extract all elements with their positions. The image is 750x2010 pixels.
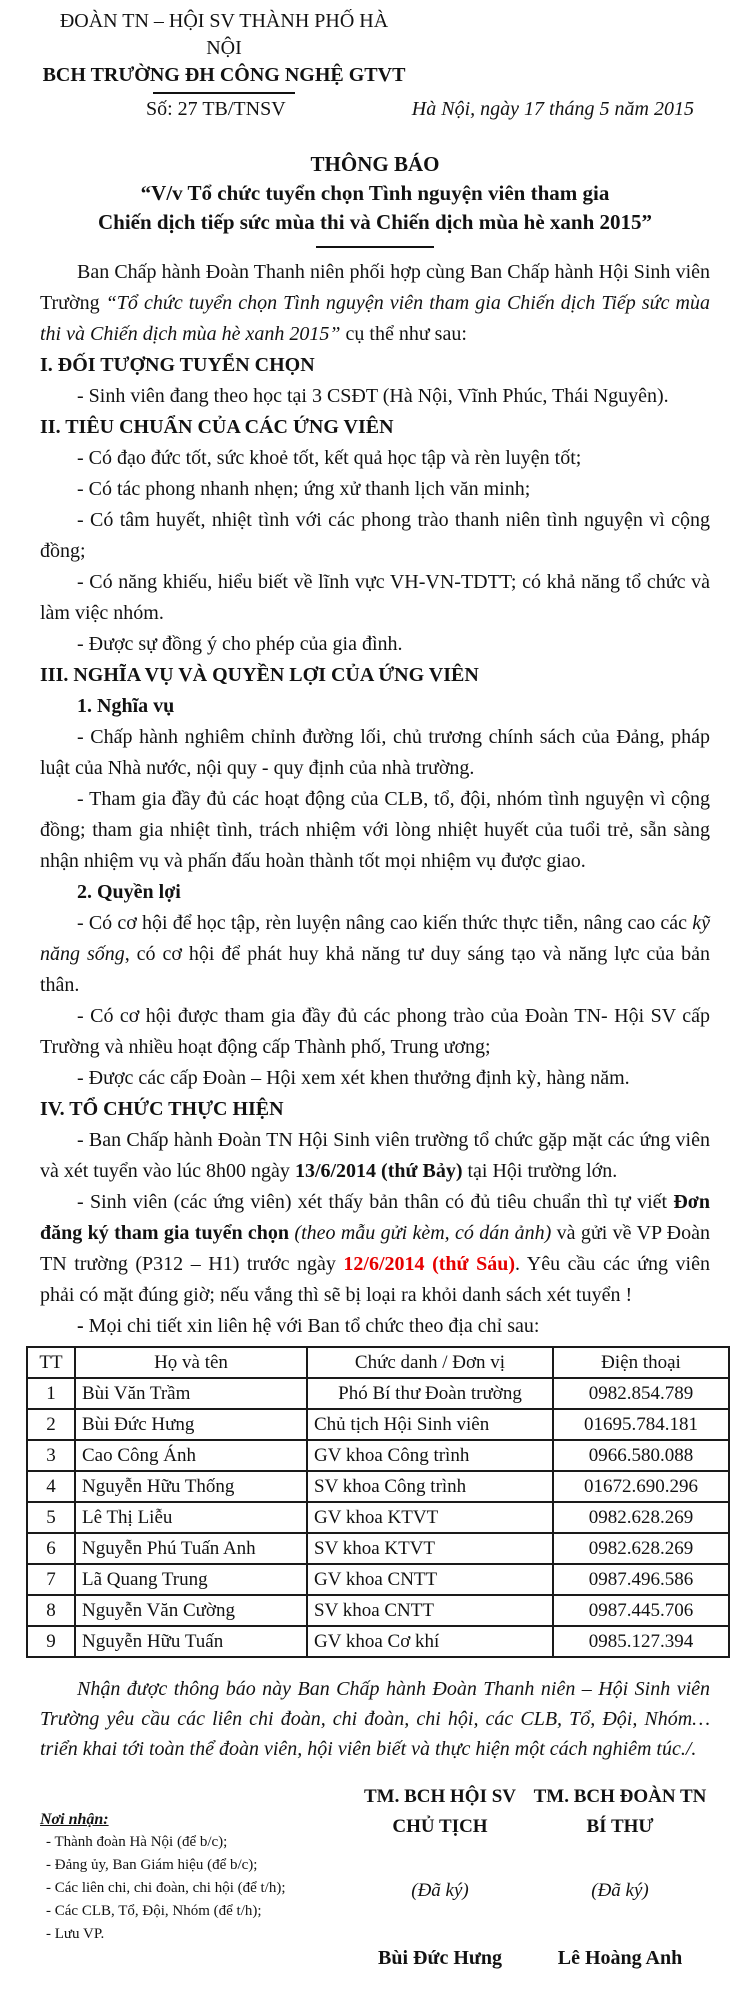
cell-role: GV khoa KTVT: [307, 1502, 553, 1533]
text-segment: , có cơ hội để phát huy khả năng tư duy sáng tạo và năng lực của bản thân.: [40, 943, 710, 996]
cell-stt: 3: [27, 1440, 75, 1471]
list-item: - Có năng khiếu, hiểu biết về lĩnh vực VH-VN-TDTT; có khả năng tổ chức và làm việc nhóm.: [40, 571, 710, 624]
intro-paragraph: [40, 257, 710, 350]
subsection-heading-benefits: 2. Quyền lợi: [77, 881, 181, 903]
list-item: - Có đạo đức tốt, sức khoẻ tốt, kết quả học tập và rèn luyện tốt;: [77, 447, 582, 469]
section-heading-2: II. TIÊU CHUẨN CỦA CÁC ỨNG VIÊN: [40, 416, 394, 438]
table-header-row: [27, 1347, 729, 1378]
cell-name: Lã Quang Trung: [75, 1564, 307, 1595]
cell-stt: 6: [27, 1533, 75, 1564]
list-item: - Sinh viên đang theo học tại 3 CSĐT (Hà Nội, Vĩnh Phúc, Thái Nguyên).: [77, 385, 669, 407]
list-item: - Có tâm huyết, nhiệt tình với các phong trào thanh niên tình nguyện vì cộng đồng;: [40, 509, 710, 562]
cell-stt: 1: [27, 1378, 75, 1409]
document-meta-row: [40, 96, 710, 123]
text-segment: tại Hội trường lớn.: [462, 1160, 618, 1182]
deadline-date: 12/6/2014 (thứ Sáu): [343, 1253, 515, 1275]
list-item: - Có tác phong nhanh nhẹn; ứng xử thanh lịch văn minh;: [77, 478, 531, 500]
document-body: [40, 257, 710, 1974]
signature-org: TM. BCH ĐOÀN TN: [533, 1786, 707, 1807]
doc-subtitle-line1: “V/v Tổ chức tuyển chọn Tình nguyện viên tham gia: [140, 181, 610, 205]
cell-name: Nguyễn Hữu Thống: [75, 1471, 307, 1502]
section-heading-1: I. ĐỐI TƯỢNG TUYỂN CHỌN: [40, 354, 315, 376]
signature-name: Lê Hoàng Anh: [557, 1947, 683, 1969]
list-item: - Được sự đồng ý cho phép của gia đình.: [77, 633, 403, 655]
cell-role: GV khoa Cơ khí: [307, 1626, 553, 1657]
signature-role: BÍ THƯ: [586, 1816, 654, 1837]
table-row: [27, 1440, 729, 1471]
document-header: [40, 8, 710, 123]
list-item: [40, 908, 710, 1001]
signature-name: Bùi Đức Hưng: [377, 1947, 503, 1969]
cell-name: Nguyễn Phú Tuấn Anh: [75, 1533, 307, 1564]
cell-role: Phó Bí thư Đoàn trường: [307, 1378, 553, 1409]
page-title: THÔNG BÁO: [310, 152, 440, 176]
cell-stt: 8: [27, 1595, 75, 1626]
section-heading-3: III. NGHĨA VỤ VÀ QUYỀN LỢI CỦA ỨNG VIÊN: [40, 664, 479, 686]
signature-block-hoi-sv: [350, 1782, 530, 1974]
cell-name: Lê Thị Liễu: [75, 1502, 307, 1533]
list-item: [40, 1311, 710, 1342]
text-segment: - Sinh viên (các ứng viên) xét thấy bản thân có đủ tiêu chuẩn thì tự viết: [77, 1191, 674, 1213]
org-name-parent: ĐOÀN TN – HỘI SV THÀNH PHỐ HÀ NỘI: [59, 10, 389, 59]
text-segment-quoted: “Tổ chức tuyển chọn Tình nguyện viên tham gia Chiến dịch Tiếp sức mùa thi và Chiến dịch mùa hè xanh 2015”: [40, 292, 710, 345]
cell-role: Chủ tịch Hội Sinh viên: [307, 1409, 553, 1440]
subsection-heading-duties: 1. Nghĩa vụ: [77, 695, 175, 717]
section-heading-4: IV. TỔ CHỨC THỰC HIỆN: [40, 1098, 284, 1120]
text-segment: Mọi chi tiết xin liên hệ với Ban tổ chức theo địa chỉ sau:: [88, 1315, 540, 1337]
issuing-org-block: [40, 8, 408, 94]
org-name-school: BCH TRƯỜNG ĐH CÔNG NGHỆ GTVT: [42, 64, 406, 86]
text-segment-italic: kỹ năng sống: [40, 912, 710, 965]
recipient-item: - Lưu VP.: [46, 1926, 105, 1942]
cell-stt: 2: [27, 1409, 75, 1440]
table-row: [27, 1626, 729, 1657]
table-row: [27, 1502, 729, 1533]
cell-phone: 0987.445.706: [553, 1595, 729, 1626]
recipient-item: - Thành đoàn Hà Nội (để b/c);: [46, 1834, 228, 1850]
cell-role: SV khoa CNTT: [307, 1595, 553, 1626]
signature-block-doan-tn: [530, 1782, 710, 1974]
form-name: Đơn đăng ký tham gia tuyển chọn: [40, 1191, 710, 1244]
table-row: [27, 1378, 729, 1409]
recipient-item: - Các liên chi, chi đoàn, chi hội (để t/h);: [46, 1880, 286, 1896]
cell-stt: 7: [27, 1564, 75, 1595]
text-segment: Ban Chấp hành Đoàn Thanh niên phối hợp cùng Ban Chấp hành Hội Sinh viên Trường: [40, 261, 710, 314]
text-segment: - Ban Chấp hành Đoàn TN Hội Sinh viên trường tổ chức gặp mặt các ứng viên và xét tuyển vào lúc 8h00 ngày: [40, 1129, 710, 1182]
recipients-title: Nơi nhận:: [40, 1811, 109, 1828]
contact-table: [26, 1346, 730, 1658]
signature-section: [40, 1782, 710, 1974]
issue-date: Hà Nội, ngày 17 tháng 5 năm 2015: [411, 98, 694, 120]
cell-role: GV khoa CNTT: [307, 1564, 553, 1595]
signature-signed: (Đã ký): [591, 1880, 649, 1901]
header-underline: [153, 92, 295, 94]
text-segment: -: [77, 1315, 89, 1337]
signature-role: CHỦ TỊCH: [392, 1816, 488, 1837]
list-item: - Tham gia đầy đủ các hoạt động của CLB, tổ, đội, nhóm tình nguyện vì cộng đồng; tham gia nhiệt tình, trách nhiệm với lòng nhiệt huyết của tuổi trẻ, sẵn sàng nhận nhiệm vụ và phấn đấu hoàn thành tốt mọi nhiệm vụ được giao.: [40, 788, 710, 872]
cell-role: SV khoa KTVT: [307, 1533, 553, 1564]
text-segment-italic: (theo mẫu gửi kèm, có dán ảnh): [289, 1222, 552, 1244]
cell-name: Nguyễn Văn Cường: [75, 1595, 307, 1626]
list-item: - Được các cấp Đoàn – Hội xem xét khen thưởng định kỳ, hàng năm.: [77, 1067, 630, 1089]
text-segment: và gửi về VP Đoàn TN trường (P312 – H1) trước ngày: [40, 1222, 711, 1275]
col-header-role: Chức danh / Đơn vị: [307, 1347, 553, 1378]
text-segment: cụ thể như sau:: [340, 323, 467, 345]
doc-subtitle-line2: Chiến dịch tiếp sức mùa thi và Chiến dịch mùa hè xanh 2015”: [97, 210, 653, 234]
recipient-item: - Các CLB, Tổ, Đội, Nhóm (để t/h);: [46, 1903, 262, 1919]
cell-name: Nguyễn Hữu Tuấn: [75, 1626, 307, 1657]
list-item: [40, 1187, 710, 1311]
cell-phone: 01672.690.296: [553, 1471, 729, 1502]
table-row: [27, 1409, 729, 1440]
title-divider: [316, 246, 434, 248]
table-row: [27, 1533, 729, 1564]
table-row: [27, 1564, 729, 1595]
cell-phone: 0982.628.269: [553, 1502, 729, 1533]
text-segment: . Yêu cầu các ứng viên phải có mặt đúng giờ; nếu vắng thì sẽ bị loại ra khỏi danh sách xét tuyển !: [40, 1253, 710, 1306]
list-item: - Chấp hành nghiêm chỉnh đường lối, chủ trương chính sách của Đảng, pháp luật của Nhà nước, nội quy - quy định của nhà trường.: [40, 726, 710, 779]
recipients-block: [40, 1808, 350, 1974]
col-header-phone: Điện thoại: [553, 1347, 729, 1378]
cell-name: Bùi Văn Trầm: [75, 1378, 307, 1409]
cell-phone: 0982.854.789: [553, 1378, 729, 1409]
table-row: [27, 1595, 729, 1626]
cell-stt: 4: [27, 1471, 75, 1502]
doc-number: Số: 27 TB/TNSV: [146, 98, 286, 120]
signature-signed: (Đã ký): [411, 1880, 469, 1901]
cell-phone: 0966.580.088: [553, 1440, 729, 1471]
col-header-name: Họ và tên: [75, 1347, 307, 1378]
table-row: [27, 1471, 729, 1502]
signature-org: TM. BCH HỘI SV: [363, 1786, 517, 1807]
cell-name: Cao Công Ánh: [75, 1440, 307, 1471]
cell-phone: 01695.784.181: [553, 1409, 729, 1440]
meeting-date: 13/6/2014 (thứ Bảy): [294, 1160, 463, 1182]
list-item: - Có cơ hội được tham gia đầy đủ các phong trào của Đoàn TN- Hội SV cấp Trường và nhiều hoạt động cấp Thành phố, Trung ương;: [40, 1005, 710, 1058]
cell-stt: 5: [27, 1502, 75, 1533]
recipient-item: - Đảng ủy, Ban Giám hiệu (để b/c);: [46, 1857, 258, 1873]
text-segment: - Có cơ hội để học tập, rèn luyện nâng cao kiến thức thực tiễn, nâng cao các: [77, 912, 693, 934]
cell-stt: 9: [27, 1626, 75, 1657]
cell-phone: 0982.628.269: [553, 1533, 729, 1564]
closing-paragraph: Nhận được thông báo này Ban Chấp hành Đoàn Thanh niên – Hội Sinh viên Trường yêu cầu các liên chi đoàn, chi đoàn, chi hội, các CLB, Tổ, Đội, Nhóm… triển khai tới toàn thể đoàn viên, hội viên biết và thực hiện một cách nghiêm túc./.: [40, 1678, 710, 1760]
title-block: [40, 149, 710, 248]
cell-phone: 0985.127.394: [553, 1626, 729, 1657]
cell-phone: 0987.496.586: [553, 1564, 729, 1595]
cell-name: Bùi Đức Hưng: [75, 1409, 307, 1440]
list-item: [40, 1125, 710, 1187]
col-header-stt: TT: [27, 1347, 75, 1378]
cell-role: GV khoa Công trình: [307, 1440, 553, 1471]
cell-role: SV khoa Công trình: [307, 1471, 553, 1502]
